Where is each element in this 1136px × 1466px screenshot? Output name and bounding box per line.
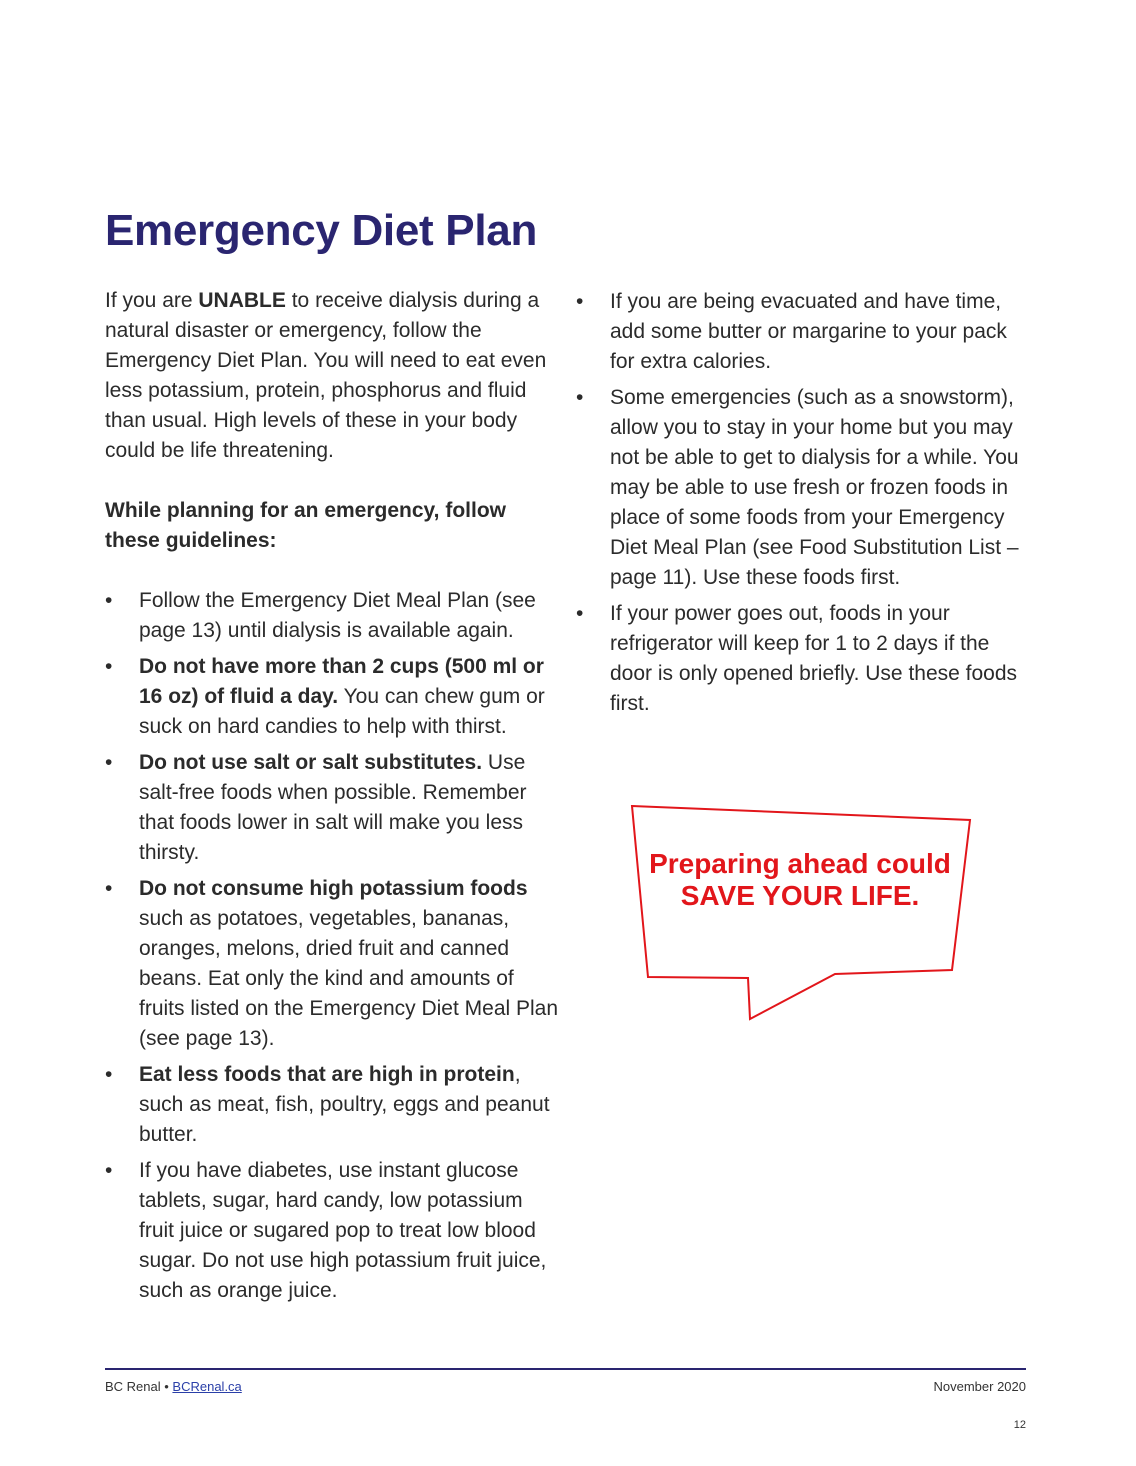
intro-paragraph <box>105 286 560 466</box>
list-item <box>105 1156 560 1306</box>
callout-text <box>640 848 960 912</box>
list-item-text: Some emergencies (such as a snowstorm), allow you to stay in your home but you may not be able to get to dialysis for a while. You may be able to use fresh or frozen foods in place of some foods from your Emergency Diet Meal Plan (see Food Substitution List – page 11). Use these foods first. <box>610 386 1019 589</box>
intro-post: to receive dialysis during a natural disaster or emergency, follow the Emergency Diet Plan. You will need to eat even less potassium, protein, phosphorus and fluid than usual. High levels of these in your body could be life threatening. <box>105 289 547 462</box>
list-item <box>576 287 1036 377</box>
page-title: Emergency Diet Plan <box>105 206 538 255</box>
list-item-text: such as potatoes, vegetables, bananas, oranges, melons, dried fruit and canned beans. Eat only the kind and amounts of fruits listed on the Emergency Diet Meal Plan (see page 13). <box>139 907 559 1050</box>
callout-line-2: SAVE YOUR LIFE. <box>680 880 920 911</box>
list-item <box>105 652 560 742</box>
right-column <box>576 287 1036 725</box>
page-number: 12 <box>1013 1419 1026 1431</box>
list-item-text: If your power goes out, foods in your refrigerator will keep for 1 to 2 days if the door is only opened briefly. Use these foods first. <box>610 602 1018 715</box>
callout-line-1: Preparing ahead could <box>649 848 951 879</box>
speech-bubble-callout <box>630 804 974 1024</box>
footer-separator: • <box>160 1379 173 1394</box>
guidelines-heading: While planning for an emergency, follow these guidelines: <box>105 499 506 552</box>
list-item-bold: Eat less foods that are high in protein <box>139 1063 515 1086</box>
bullet-icon: • <box>576 386 584 409</box>
bullet-icon: • <box>105 877 113 900</box>
list-item <box>576 599 1036 719</box>
list-item-text: If you have diabetes, use instant glucose tablets, sugar, hard candy, low potassium fruit juice or sugared pop to treat low blood sugar. Do not use high potassium fruit juice, such as orange juice. <box>139 1159 547 1302</box>
list-item-bold: Do not use salt or salt substitutes. <box>139 751 483 774</box>
footer-divider <box>105 1368 1026 1370</box>
list-item-text: If you are being evacuated and have time, add some butter or margarine to your pack for extra calories. <box>610 290 1007 373</box>
situations-list <box>576 287 1036 719</box>
left-column <box>105 286 560 1312</box>
list-item-text: You can chew gum or suck on hard candies to help with thirst. <box>139 685 545 738</box>
footer-left <box>105 1379 242 1394</box>
footer-website-link[interactable]: BCRenal.ca <box>172 1379 242 1394</box>
guidelines-list <box>105 586 560 1306</box>
list-item-bold: Do not have more than 2 cups (500 ml or 16 oz) of fluid a day. <box>139 655 544 708</box>
bullet-icon: • <box>105 1063 113 1086</box>
bullet-icon: • <box>105 655 113 678</box>
list-item-text: Use salt-free foods when possible. Remember that foods lower in salt will make you less thirsty. <box>139 751 527 864</box>
list-item <box>105 586 560 646</box>
bullet-icon: • <box>576 602 584 625</box>
list-item-text: Follow the Emergency Diet Meal Plan (see page 13) until dialysis is available again. <box>139 589 536 642</box>
list-item-text: , such as meat, fish, poultry, eggs and peanut butter. <box>139 1063 550 1146</box>
intro-pre: If you are <box>105 289 199 312</box>
footer-date: November 2020 <box>933 1379 1026 1394</box>
list-item <box>105 874 560 1054</box>
bullet-icon: • <box>105 1159 113 1182</box>
list-item-bold: Do not consume high potassium foods <box>139 877 528 900</box>
list-item <box>105 1060 560 1150</box>
intro-bold: UNABLE <box>198 289 286 312</box>
footer-org: BC Renal <box>105 1379 161 1394</box>
bullet-icon: • <box>105 589 113 612</box>
speech-bubble-icon <box>630 804 974 1024</box>
list-item <box>105 748 560 868</box>
bullet-icon: • <box>105 751 113 774</box>
list-item <box>576 383 1036 593</box>
bullet-icon: • <box>576 290 584 313</box>
